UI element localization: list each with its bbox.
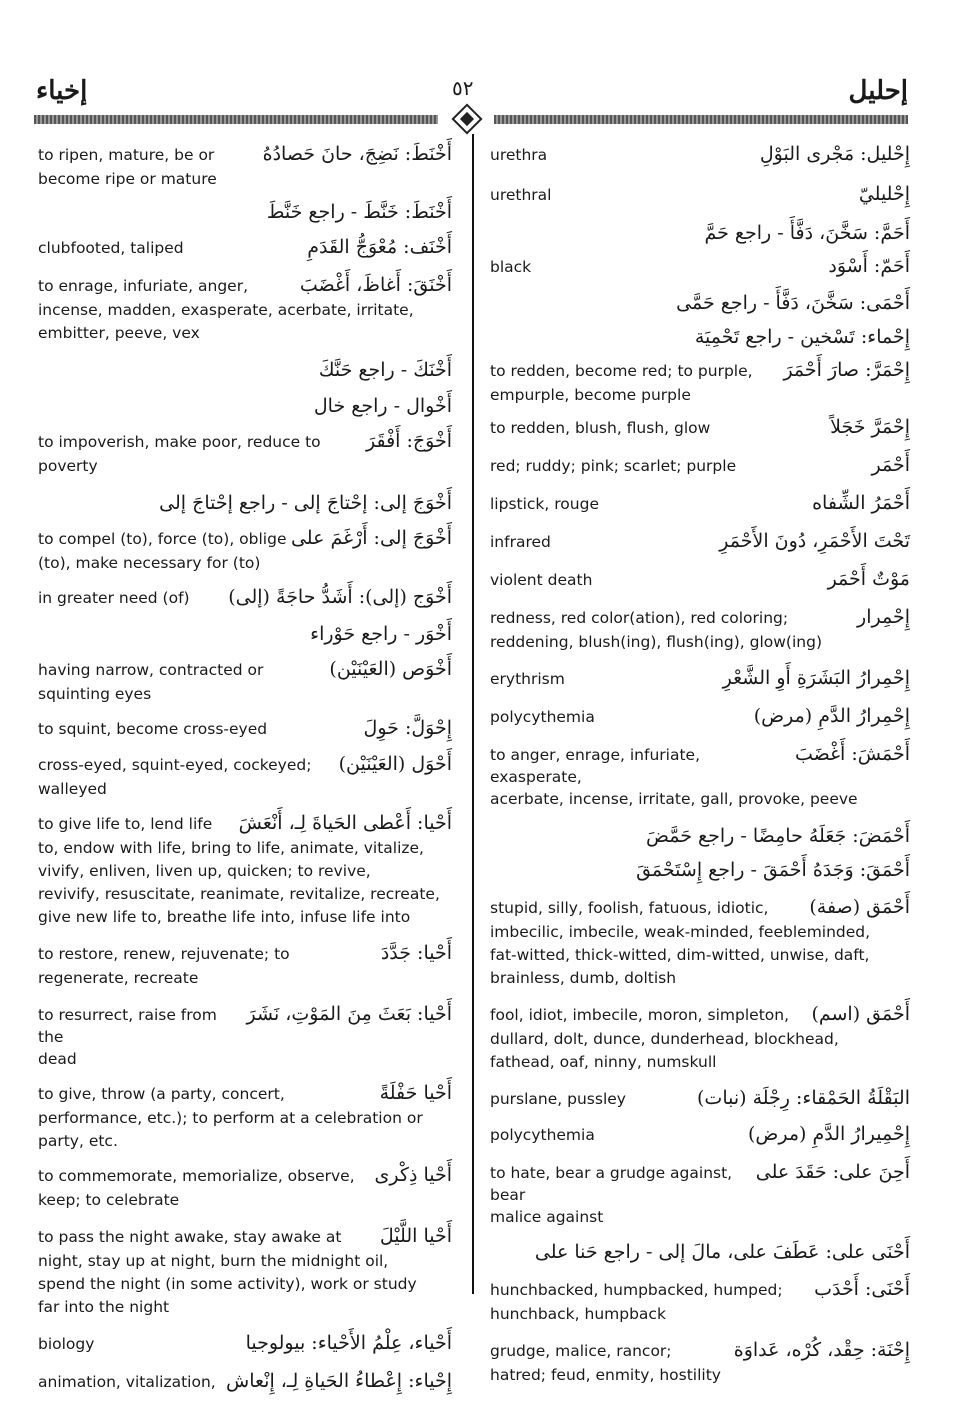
- english-definition-continued: performance, etc.); to perform at a celebration or: [38, 1109, 423, 1127]
- dictionary-entry: [38, 140, 452, 191]
- arabic-headword: أَحْمَر: [871, 454, 910, 476]
- english-definition: in greater need (of): [38, 589, 190, 607]
- arabic-headword: أَخْوَجَ إلى: أَرْغَمَ على: [290, 527, 452, 549]
- dictionary-entry: [490, 489, 910, 517]
- english-definition-continued: vivify, enliven, liven up, quicken; to revive,: [38, 862, 371, 880]
- arabic-cross-reference: أَحْمَضَ: جَعَلَهُ حامِضًا - راجع حَمَّضَ: [646, 825, 910, 847]
- english-definition: violent death: [490, 571, 593, 589]
- dictionary-entry: [38, 427, 452, 478]
- arabic-headword: إِحْمَرَّ خَجَلاً: [830, 416, 910, 438]
- dictionary-entry: [490, 413, 910, 441]
- dictionary-entry: [38, 750, 452, 801]
- english-definition: to impoverish, make poor, reduce to: [38, 433, 321, 451]
- arabic-headword: أَحْيا: جَدَّدَ: [380, 942, 452, 964]
- english-definition: lipstick, rouge: [490, 495, 599, 513]
- english-definition-continued: keep; to celebrate: [38, 1191, 180, 1209]
- english-definition: to give life to, lend life: [38, 815, 213, 833]
- arabic-headword: إِحْمِرار: [857, 606, 910, 628]
- dictionary-entry: [490, 1084, 910, 1112]
- english-definition: redness, red color(ation), red coloring;: [490, 609, 789, 627]
- english-definition: clubfooted, taliped: [38, 239, 184, 257]
- dictionary-entry: [490, 252, 910, 280]
- arabic-cross-reference: أَخْوال - راجع خال: [313, 395, 452, 417]
- arabic-headword: أَحَمّ: أَسْوَد: [828, 255, 910, 277]
- english-definition-continued: reddening, blush(ing), flush(ing), glow(ing): [490, 633, 822, 651]
- arabic-headword: أَخْوَج (إلى): أَشَدُّ حاجَةً (إلى): [228, 586, 452, 608]
- dictionary-entry: [490, 1336, 910, 1387]
- dictionary-entry: [490, 664, 910, 692]
- english-definition-continued: malice against: [490, 1208, 604, 1226]
- english-definition-continued: squinting eyes: [38, 685, 152, 703]
- arabic-cross-reference: أَحَمَّ: سَخَّنَ، دَفَّأَ - راجع حَمَّ: [704, 222, 910, 244]
- english-definition: to commemorate, memorialize, observe,: [38, 1167, 355, 1185]
- arabic-cross-reference: إِحْماء: تَسْخين - راجع تَحْمِيَة: [694, 326, 910, 348]
- english-definition: to ripen, mature, be or: [38, 146, 215, 164]
- dictionary-entry: [490, 740, 910, 811]
- english-definition: hunchbacked, humpbacked, humped;: [490, 1281, 783, 1299]
- arabic-cross-reference: أَخْنَكَ - راجع حَنَّكَ: [318, 359, 452, 381]
- dictionary-entry: [38, 939, 452, 990]
- dictionary-entry: [490, 527, 910, 555]
- english-definition: polycythemia: [490, 708, 595, 726]
- english-definition-continued: hatred; feud, enmity, hostility: [490, 1366, 721, 1384]
- english-definition: grudge, malice, rancor;: [490, 1342, 672, 1360]
- right-column: [490, 140, 910, 1399]
- dictionary-entry: [490, 855, 910, 885]
- dictionary-entry: [38, 391, 452, 421]
- english-definition: to hate, bear a grudge against, bear: [490, 1164, 733, 1204]
- english-definition-continued: empurple, become purple: [490, 386, 691, 404]
- english-definition-continued: (to), make necessary for (to): [38, 554, 261, 572]
- english-definition: erythrism: [490, 670, 565, 688]
- arabic-headword: أَحْيا ذِكْرى: [374, 1164, 452, 1186]
- english-definition: to enrage, infuriate, anger,: [38, 277, 248, 295]
- english-definition-continued: far into the night: [38, 1298, 170, 1316]
- dictionary-entry: [490, 140, 910, 168]
- english-definition-continued: embitter, peeve, vex: [38, 324, 200, 342]
- left-column: [38, 140, 452, 1405]
- dictionary-entry: [38, 271, 452, 345]
- arabic-headword: أَحْمَرُ الشِّفاه: [812, 492, 910, 514]
- english-definition-continued: become ripe or mature: [38, 170, 217, 188]
- english-definition: to compel (to), force (to), oblige: [38, 530, 287, 548]
- diamond-ornament-icon: [451, 103, 482, 134]
- arabic-headword: أَحْمَشَ: أَغْضَبَ: [794, 743, 910, 765]
- dictionary-entry: [490, 893, 910, 990]
- dictionary-entry: [490, 356, 910, 407]
- english-definition-continued: dead: [38, 1050, 77, 1068]
- arabic-headword: تَحْتَ الأَحْمَرِ، دُونَ الأَحْمَرِ: [719, 530, 910, 552]
- english-definition: purslane, pussley: [490, 1090, 626, 1108]
- arabic-headword: إِحْمِرارُ الدَّمِ (مرض): [753, 705, 910, 727]
- english-definition-continued: regenerate, recreate: [38, 969, 199, 987]
- english-definition-continued: walleyed: [38, 780, 107, 798]
- arabic-cross-reference: أَحْمَقَ: وَجَدَهُ أَحْمَقَ - راجع إِسْتَحْمَقَ: [636, 859, 910, 881]
- english-definition-continued: revivify, resuscitate, reanimate, revitalize, recreate,: [38, 885, 440, 903]
- arabic-headword: أَخْنَطَ: نَضِجَ، حانَ حَصادُهُ: [262, 143, 452, 165]
- english-definition: to redden, blush, flush, glow: [490, 419, 711, 437]
- arabic-headword: أَخْنَف: مُعْوَجُّ القَدَمِ: [307, 236, 452, 258]
- dictionary-entry: [490, 702, 910, 730]
- dictionary-entry: [38, 197, 452, 227]
- dictionary-entry: [38, 1079, 452, 1153]
- guide-word-right: إحليل: [848, 76, 908, 106]
- page-number: ٥٢: [452, 76, 474, 100]
- english-definition-continued: poverty: [38, 457, 98, 475]
- english-definition: red; ruddy; pink; scarlet; purple: [490, 457, 737, 475]
- arabic-headword: أَحْيا: أَعْطى الحَياةَ لِـ، أَنْعَشَ: [238, 812, 452, 834]
- header-rule-left: [34, 115, 438, 124]
- english-definition-continued: fat-witted, thick-witted, dim-witted, unwise, daft,: [490, 946, 870, 964]
- english-definition-continued: dullard, dolt, dunce, dunderhead, blockhead,: [490, 1030, 839, 1048]
- dictionary-entry: [38, 524, 452, 575]
- english-definition: to restore, renew, rejuvenate; to: [38, 945, 290, 963]
- english-definition: infrared: [490, 533, 551, 551]
- english-definition-continued: to, endow with life, bring to life, animate, vitalize,: [38, 839, 424, 857]
- arabic-headword: إِحْليل: مَجْرى البَوْلِ: [759, 143, 910, 165]
- dictionary-entry: [490, 1275, 910, 1326]
- dictionary-entry: [38, 714, 452, 742]
- dictionary-entry: [38, 619, 452, 649]
- arabic-headword: أَحْمَق (اسم): [811, 1003, 910, 1025]
- header-rule-right: [494, 115, 908, 124]
- arabic-headword: إِحْنَة: حِقْد، كُرْه، عَداوَة: [733, 1339, 910, 1361]
- dictionary-entry: [490, 603, 910, 654]
- english-definition: urethra: [490, 146, 548, 164]
- arabic-headword: أَخْوَص (العَيْنَيْن): [329, 658, 452, 680]
- dictionary-entry: [490, 322, 910, 352]
- arabic-headword: إِحْليليّ: [858, 183, 910, 205]
- arabic-cross-reference: أَخْنَطَ: خَنَّطَ - راجع خَنَّطَ: [266, 201, 452, 223]
- arabic-headword: أَحْيا: بَعَثَ مِنَ المَوْتِ، نَشَرَ: [246, 1003, 452, 1025]
- arabic-headword: إِحْمَرَّ: صارَ أَحْمَرَ: [783, 359, 910, 381]
- arabic-headword: أَخْنَقَ: أَغاظَ، أَغْضَبَ: [299, 274, 452, 296]
- english-definition-continued: night, stay up at night, burn the midnight oil,: [38, 1252, 389, 1270]
- arabic-headword: أَخْوَجَ: أَفْقَرَ: [365, 430, 452, 452]
- arabic-headword: إِحْمِيرارُ الدَّمِ (مرض): [747, 1123, 910, 1145]
- english-definition: to redden, become red; to purple,: [490, 362, 753, 380]
- arabic-cross-reference: أَحْمَى: سَخَّنَ، دَفَّأَ - راجع حَمَّى: [676, 292, 910, 314]
- english-definition: animation, vitalization,: [38, 1373, 216, 1391]
- arabic-headword: أَحْيا اللَّيْلَ: [379, 1225, 452, 1247]
- dictionary-entry: [38, 809, 452, 929]
- dictionary-entry: [38, 1222, 452, 1319]
- english-definition: to anger, enrage, infuriate, exasperate,: [490, 746, 700, 786]
- dictionary-entry: [38, 1161, 452, 1212]
- dictionary-entry: [490, 451, 910, 479]
- dictionary-entry: [490, 1120, 910, 1148]
- english-definition-continued: incense, madden, exasperate, acerbate, irritate,: [38, 301, 414, 319]
- dictionary-entry: [38, 1329, 452, 1357]
- arabic-headword: أَحْيا حَفْلَةً: [379, 1082, 452, 1104]
- arabic-headword: أَحْمَق (صفة): [809, 896, 910, 918]
- english-definition: to squint, become cross-eyed: [38, 720, 268, 738]
- english-definition: black: [490, 258, 532, 276]
- dictionary-entry: [38, 355, 452, 385]
- dictionary-entry: [490, 1237, 910, 1267]
- arabic-headword: أَحِنَ على: حَقَدَ على: [755, 1161, 910, 1183]
- guide-word-left: إخياء: [36, 76, 88, 106]
- english-definition: to give, throw (a party, concert,: [38, 1085, 285, 1103]
- english-definition: stupid, silly, foolish, fatuous, idiotic,: [490, 899, 769, 917]
- arabic-headword: إِحْوَلَّ: حَوِلَ: [363, 717, 452, 739]
- dictionary-entry: [38, 583, 452, 611]
- dictionary-entry: [490, 1158, 910, 1229]
- english-definition: urethral: [490, 186, 552, 204]
- page-header: [28, 70, 908, 130]
- arabic-cross-reference: أَخْوَجَ إلى: إحْتاجَ إلى - راجع إحْتاجَ إلى: [159, 492, 452, 514]
- dictionary-entry: [490, 288, 910, 318]
- arabic-headword: البَقْلَةُ الحَمْقاء: رِجْلَة (نبات): [697, 1087, 910, 1109]
- arabic-headword: إِحْياء: إِعْطاءُ الحَياةِ لِـ، إِنْعاش: [226, 1370, 452, 1392]
- english-definition: fool, idiot, imbecile, moron, simpleton,: [490, 1006, 790, 1024]
- dictionary-entry: [38, 1367, 452, 1395]
- english-definition-continued: brainless, dumb, doltish: [490, 969, 677, 987]
- english-definition: to pass the night awake, stay awake at: [38, 1228, 342, 1246]
- dictionary-entry: [490, 821, 910, 851]
- english-definition: polycythemia: [490, 1126, 595, 1144]
- english-definition: to resurrect, raise from the: [38, 1006, 217, 1046]
- dictionary-entry: [38, 233, 452, 261]
- column-divider: [472, 134, 474, 1294]
- dictionary-entry: [38, 1000, 452, 1071]
- arabic-headword: أَحْنَى: أَحْدَب: [814, 1278, 910, 1300]
- english-definition-continued: acerbate, incense, irritate, gall, provoke, peeve: [490, 790, 858, 808]
- english-definition: having narrow, contracted or: [38, 661, 264, 679]
- arabic-cross-reference: أَخْوَر - راجع حَوْراء: [310, 623, 452, 645]
- english-definition-continued: fathead, oaf, ninny, numskull: [490, 1053, 717, 1071]
- english-definition: cross-eyed, squint-eyed, cockeyed;: [38, 756, 312, 774]
- english-definition: biology: [38, 1335, 95, 1353]
- english-definition-continued: party, etc.: [38, 1132, 118, 1150]
- arabic-headword: إِحْمِرارُ البَشَرَةِ أَوِ الشَّعْرِ: [722, 667, 910, 689]
- arabic-headword: أَحْوَل (العَيْنَيْن): [338, 753, 452, 775]
- dictionary-entry: [490, 565, 910, 593]
- dictionary-entry: [38, 655, 452, 706]
- english-definition-continued: spend the night (in some activity), work or study: [38, 1275, 417, 1293]
- english-definition-continued: hunchback, humpback: [490, 1305, 666, 1323]
- english-definition-continued: imbecilic, imbecile, weak-minded, feebleminded,: [490, 923, 871, 941]
- dictionary-entry: [38, 488, 452, 518]
- dictionary-entry: [490, 218, 910, 248]
- arabic-cross-reference: أَحْنَى على: عَطَفَ على، مالَ إلى - راجع حَنا على: [534, 1241, 910, 1263]
- english-definition-continued: give new life to, breathe life into, infuse life into: [38, 908, 411, 926]
- dictionary-entry: [490, 1000, 910, 1074]
- arabic-headword: أَحْياء، عِلْمُ الأَحْياء: بيولوجيا: [245, 1332, 452, 1354]
- dictionary-entry: [490, 180, 910, 208]
- arabic-headword: مَوْتٌ أَحْمَر: [827, 568, 910, 590]
